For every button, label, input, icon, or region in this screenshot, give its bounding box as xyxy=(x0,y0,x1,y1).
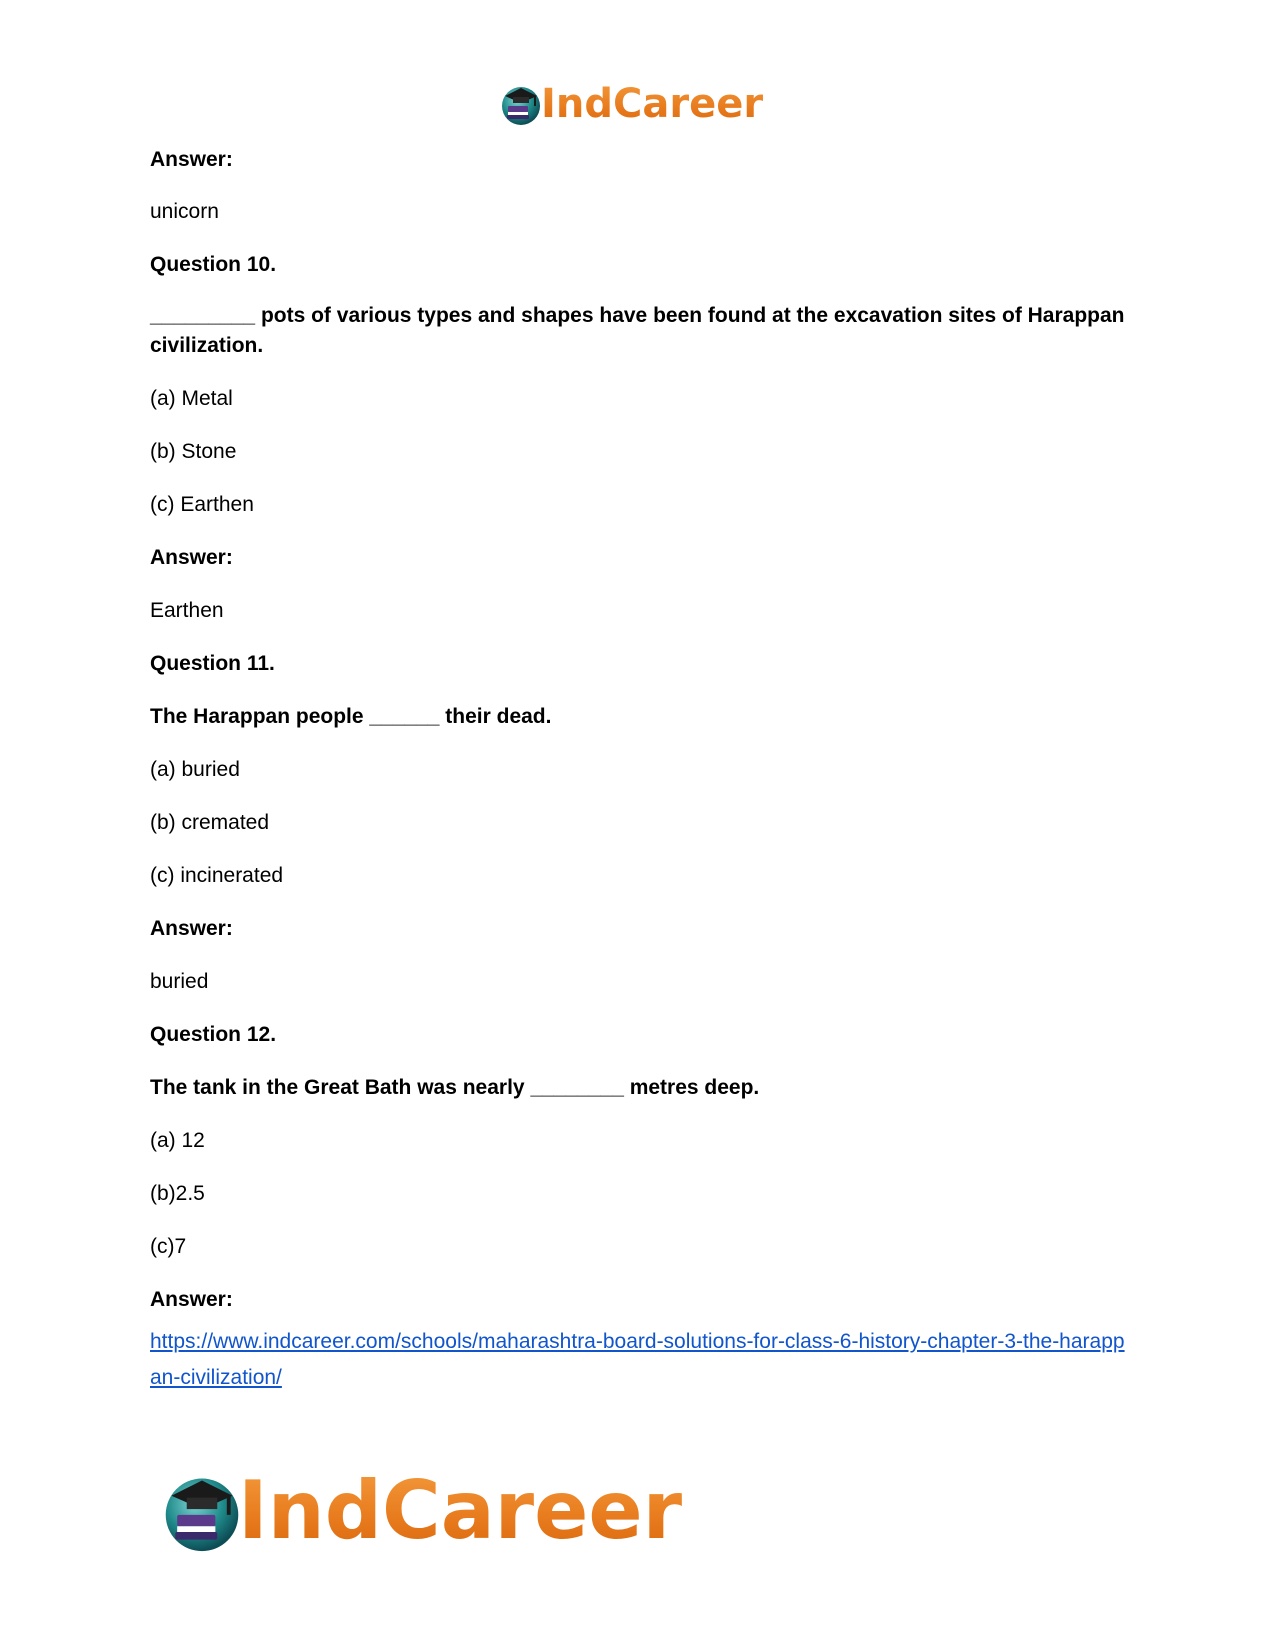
option-item: (b) Stone xyxy=(150,440,237,463)
option-item: (a) buried xyxy=(150,758,240,781)
answer-value: buried xyxy=(150,970,209,993)
answer-label: Answer: xyxy=(150,1288,233,1311)
logo-wordmark: IndCareer xyxy=(541,81,764,127)
option-item: (c) Earthen xyxy=(150,493,254,516)
option-item: (b) cremated xyxy=(150,811,270,834)
graduation-cap-book-globe-icon xyxy=(160,1469,244,1553)
question-label: Question 11. xyxy=(150,652,275,675)
answer-label: Answer: xyxy=(150,546,233,569)
option-item: (a) 12 xyxy=(150,1129,205,1152)
option-item: (a) Metal xyxy=(150,387,233,410)
answer-label: Answer: xyxy=(150,917,233,940)
answer-value: unicorn xyxy=(150,200,219,223)
answer-value: Earthen xyxy=(150,599,224,622)
header-logo xyxy=(499,80,763,128)
option-item: (c) incinerated xyxy=(150,864,284,887)
footer-logo xyxy=(160,1466,682,1556)
answer-label: Answer: xyxy=(150,148,233,171)
option-item: (b)2.5 xyxy=(150,1182,205,1205)
source-link[interactable]: https://www.indcareer.com/schools/maharashtra-board-solutions-for-class-6-history-chapter-3-the-harappan-civilization/ xyxy=(150,1330,1125,1389)
logo-wordmark: IndCareer xyxy=(238,1464,683,1557)
option-item: (c)7 xyxy=(150,1235,187,1258)
question-text: _________ pots of various types and shapes have been found at the excavation sites of Harappan civilization. xyxy=(150,304,1125,357)
question-text: The tank in the Great Bath was nearly ________ metres deep. xyxy=(150,1076,760,1099)
main-content xyxy=(150,144,1130,1396)
question-text: The Harappan people ______ their dead. xyxy=(150,705,552,728)
question-label: Question 10. xyxy=(150,253,277,276)
graduation-cap-book-globe-icon xyxy=(499,82,543,126)
question-label: Question 12. xyxy=(150,1023,277,1046)
